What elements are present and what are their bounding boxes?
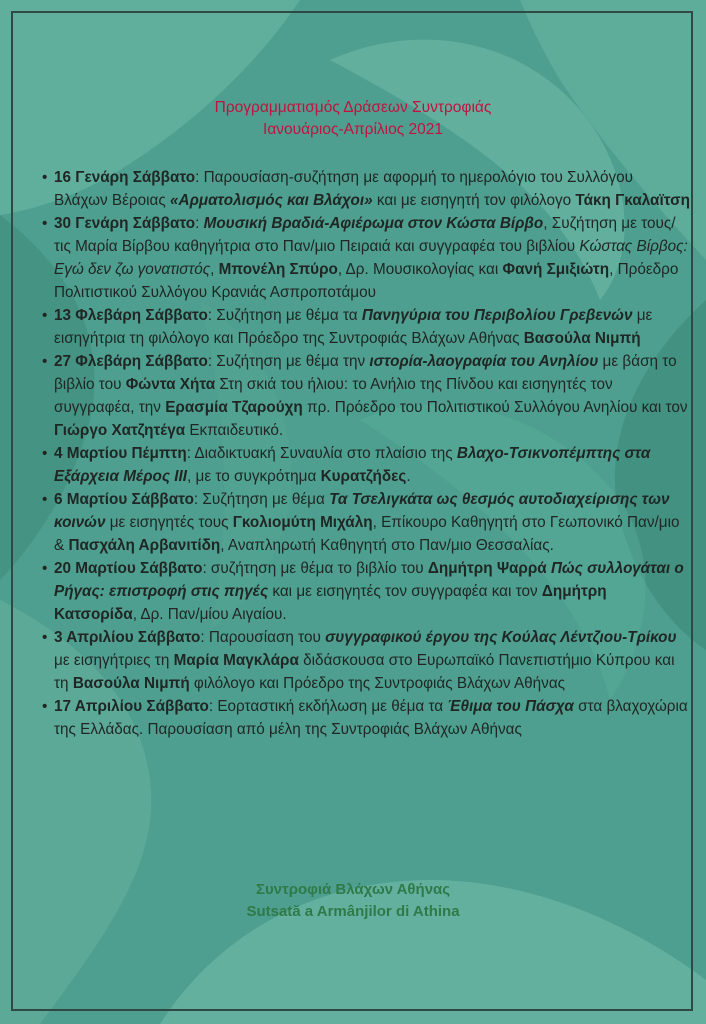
event-item [40, 695, 690, 741]
event-text-segment: : Εορταστική εκδήλωση με θέμα τα [208, 698, 448, 715]
bullet-icon: • [42, 560, 48, 577]
event-date: 27 Φλεβάρη Σάββατο [54, 353, 208, 370]
event-date: 4 Μαρτίου Πέμπτη [54, 445, 187, 462]
event-item [40, 557, 690, 626]
event-text [54, 304, 690, 350]
event-text-segment: με εισηγήτριες τη [54, 652, 174, 669]
footer-line-2: Sutsată a Armânjilor di Athina [246, 903, 460, 920]
event-text-segment: Δημήτρη Κατσορίδα [54, 583, 607, 623]
bullet-icon: • [42, 215, 48, 232]
event-text-segment: Μπονέλη Σπύρο [218, 261, 338, 278]
footer-line-1: Συντροφιά Βλάχων Αθήνας [255, 881, 451, 898]
event-text-segment: , Αναπληρωτή Καθηγητή στο Παν/μιο Θεσσαλίας. [220, 537, 554, 554]
event-text-segment: : συζήτηση με θέμα το βιβλίο του [202, 560, 428, 577]
event-text-segment: ιστορία-λαογραφία του Ανηλίου [369, 353, 599, 370]
event-date: 17 Απριλίου Σάββατο [54, 698, 209, 715]
event-item [40, 166, 690, 212]
events-list [40, 166, 690, 741]
event-text-segment: Φανή Σμιξιώτη [502, 261, 610, 278]
event-text-segment: : Διαδικτυακή Συναυλία στο πλαίσιο της [186, 445, 457, 462]
event-text-segment: με εισηγητές τους [105, 514, 233, 531]
event-text-segment: : [195, 215, 204, 232]
bullet-icon: • [42, 307, 48, 324]
event-text-segment: Πανηγύρια του Περιβολίου Γρεβενών [361, 307, 633, 324]
event-text-segment: με βάση το βιβλίο του [54, 353, 677, 393]
event-date: 6 Μαρτίου Σάββατο [54, 491, 194, 508]
event-text-segment: Εκπαιδευτικό. [185, 422, 284, 439]
event-text-segment: πρ. Πρόεδρο του Πολιτιστικού Συλλόγου Ανηλίου και τον [302, 399, 688, 416]
title-line-1: Προγραμματισμός Δράσεων Συντροφιάς [214, 99, 492, 116]
event-text-segment: Μαρία Μαγκλάρα [173, 652, 299, 669]
event-text-segment: διδάσκουσα στο Ευρωπαϊκό Πανεπιστήμιο Κύπρου και τη [54, 652, 675, 692]
event-text-segment: Κυρατζήδες [320, 468, 407, 485]
event-text-segment: , Συζήτηση με τους/τις Μαρία Βίρβου καθηγήτρια στο Παν/μιο Πειραιά και συγγραφέα του βιβλίου [54, 215, 676, 255]
event-text-segment: Γιώργο Χατζητέγα [54, 422, 186, 439]
event-text-segment: Έθιμα του Πάσχα [447, 698, 574, 715]
event-text [54, 212, 690, 304]
event-text-segment: , [210, 261, 219, 278]
event-text-segment: Δημήτρη Ψαρρά [427, 560, 547, 577]
event-text [54, 442, 690, 488]
event-text-segment: , Δρ. Παν/μίου Αιγαίου. [132, 606, 287, 623]
event-text-segment: , Πρόεδρο Πολιτιστικού Συλλόγου Κρανιάς Ασπροποτάμου [54, 261, 679, 301]
event-item [40, 212, 690, 304]
event-text-segment: συγγραφικού έργου της Κούλας Λέντζιου-Τρίκου [325, 629, 677, 646]
event-text [54, 350, 690, 442]
event-text-segment: Στη σκιά του ήλιου: το Ανήλιο της Πίνδου και εισηγητές τον συγγραφέα, την [54, 376, 613, 416]
event-text [54, 166, 690, 212]
event-text-segment: Τα Τσελιγκάτα ως θεσμός αυτοδιαχείρισης των κοινών [54, 491, 670, 531]
bullet-icon: • [42, 353, 48, 370]
event-date: 20 Μαρτίου Σάββατο [54, 560, 203, 577]
event-text-segment: , Δρ. Μουσικολογίας και [337, 261, 503, 278]
event-text-segment: και με εισηγητή τον φιλόλογο [372, 192, 576, 209]
bullet-icon: • [42, 698, 48, 715]
event-text-segment: : Συζήτηση με θέμα την [207, 353, 370, 370]
event-text-segment: : Συζήτηση με θέμα [193, 491, 330, 508]
bullet-icon: • [42, 629, 48, 646]
bullet-icon: • [42, 491, 48, 508]
event-text [54, 626, 690, 695]
event-text-segment: φιλόλογο και Πρόεδρο της Συντροφιάς Βλάχων Αθήνας [189, 675, 566, 692]
event-item [40, 350, 690, 442]
event-text-segment: Μουσική Βραδιά-Αφιέρωμα στον Κώστα Βίρβο [203, 215, 544, 232]
event-text-segment: : Παρουσίαση του [200, 629, 326, 646]
event-text [54, 557, 690, 626]
event-text-segment: Βασούλα Νιμπή [523, 330, 641, 347]
title-line-2: Ιανουάριος-Απρίλιος 2021 [263, 121, 443, 138]
event-item [40, 304, 690, 350]
event-text-segment: : Παρουσίαση-συζήτηση με αφορμή το ημερολόγιο του Συλλόγου Βλάχων Βέροιας [54, 169, 633, 209]
event-date: 30 Γενάρη Σάββατο [54, 215, 196, 232]
event-item [40, 626, 690, 695]
event-text-segment: Βλαχο-Τσικνοπέμπτης στα Εξάρχεια Μέρος ΙΙΙ [54, 445, 651, 485]
event-item [40, 488, 690, 557]
event-text-segment: Τάκη Γκαλαϊτση [575, 192, 690, 209]
bullet-icon: • [42, 445, 48, 462]
event-text-segment: Πασχάλη Αρβανιτίδη [68, 537, 221, 554]
event-text-segment: Πώς συλλογάται ο Ρήγας: επιστροφή στις πηγές [54, 560, 684, 600]
event-text-segment: . [406, 468, 411, 485]
event-text-segment: με εισηγήτρια τη φιλόλογο και Πρόεδρο της Συντροφιάς Βλάχων Αθήνας [54, 307, 653, 347]
event-text-segment: στα βλαχοχώρια της Ελλάδας. Παρουσίαση από μέλη της Συντροφιάς Βλάχων Αθήνας [54, 698, 688, 738]
event-text-segment: , Επίκουρο Καθηγητή στο Γεωπονικό Παν/μιο & [54, 514, 680, 554]
event-text-segment: Κώστας Βίρβος: Εγώ δεν ζω γονατιστός [54, 238, 688, 278]
event-text-segment: και με εισηγητές τον συγγραφέα και τον [268, 583, 542, 600]
event-text [54, 695, 690, 741]
event-item [40, 442, 690, 488]
bullet-icon: • [42, 169, 48, 186]
event-text-segment: Φώντα Χήτα [125, 376, 216, 393]
event-date: 3 Απριλίου Σάββατο [54, 629, 201, 646]
event-text-segment: Ερασμία Τζαρούχη [165, 399, 303, 416]
event-text-segment: : Συζήτηση με θέμα τα [207, 307, 362, 324]
event-date: 13 Φλεβάρη Σάββατο [54, 307, 208, 324]
event-date: 16 Γενάρη Σάββατο [54, 169, 196, 186]
event-text-segment: , με το συγκρότημα [187, 468, 321, 485]
event-text-segment: Βασούλα Νιμπή [72, 675, 190, 692]
event-text-segment: Γκολιομύτη Μιχάλη [232, 514, 373, 531]
event-text [54, 488, 690, 557]
event-text-segment: «Αρματολισμός και Βλάχοι» [170, 192, 373, 209]
